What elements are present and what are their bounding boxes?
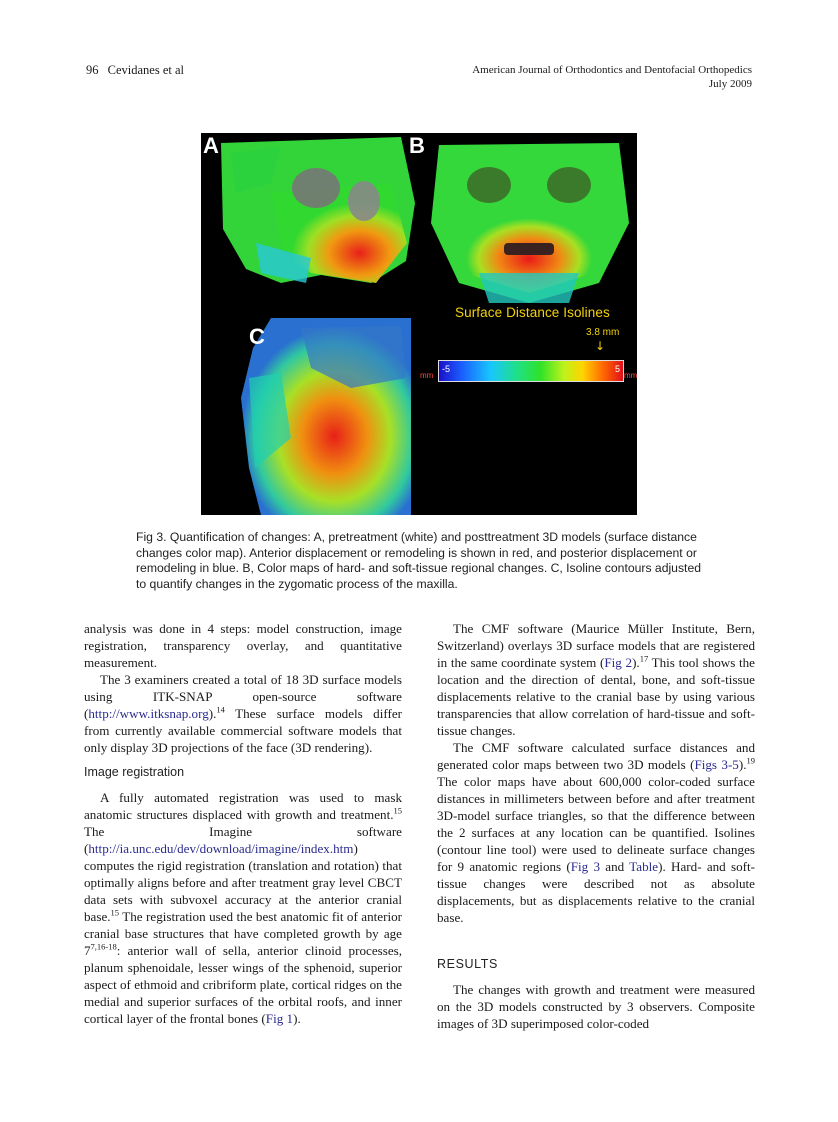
issue-date: July 2009 <box>708 78 752 90</box>
journal-name: American Journal of Orthodontics and Dentofacial Orthopedics <box>472 64 752 76</box>
table-link[interactable]: Table <box>629 859 659 874</box>
figure-caption: Fig 3. Quantification of changes: A, pretreatment (white) and posttreatment 3D models (surface distance changes color map). Anterior displacement or remodeling is shown in red, and posterior displacement or remodeling in blue. B, Color maps of hard- and soft-tissue regional changes. C, Isoline contours adjusted to quantify changes in the zygomatic process of the maxilla. <box>136 530 701 591</box>
figs-3-5-link[interactable]: Figs 3-5 <box>694 757 739 772</box>
running-header-left <box>86 63 184 78</box>
paragraph: The 3 examiners created a total of 18 3D surface models using ITK-SNAP open-source software (http://www.itksnap.org).$^{14}$ These surface models differ from currently available commercial software models that only display 3D projections of the face (3D rendering). <box>84 672 402 755</box>
section-heading-results: RESULTS <box>437 957 498 971</box>
reference-19[interactable]: 19 <box>746 755 755 766</box>
reference-15[interactable]: 15 <box>393 805 402 816</box>
fig-3-link[interactable]: Fig 3 <box>570 859 601 874</box>
scale-min-label: -5 <box>442 364 451 374</box>
panel-label-b: B <box>409 133 425 158</box>
paragraph: The CMF software calculated surface distances and generated color maps between two 3D models (Figs 3-5).$^{19}$ The color maps have about 600,000 color-coded surface distances in millimeters between before and after treatment 3D-model surface triangles, so that the difference between the 2 surfaces at any location can be quantified. Isolines (contour line tool) were used to delineate surface changes for 9 anatomic regions (Fig 3 and Table). Hard- and soft-tissue changes were described not as absolute displacements, but as displacements relative to the cranial base. <box>437 740 755 925</box>
reference-14[interactable]: 14 <box>216 704 225 715</box>
paragraph: A fully automated registration was used to mask anatomic structures displaced with growth and treatment.$^{15}$ The Imagine software (http://ia.unc.edu/dev/download/imagine/index.htm) computes the rigid registration (translation and rotation) that optimally aligns before and after treatment gray level CBCT data sets with subvoxel accuracy at the anterior cranial base.$^{15}$ The registration used the best anatomic fit of anterior cranial base structures that have completed growth by age 7$^{7,16-18}$: anterior wall of sella, anterior clinoid processes, planum sphenoidale, lesser wings of the sphenoid, superior aspect of ethmoid and cribriform plate, cortical ridges on the medial and superior surfaces of the orbital roofs, and inner cortical layer of the frontal bones (Fig 1). <box>84 790 402 1026</box>
panel-c-image <box>241 318 411 515</box>
imagine-link[interactable]: http://ia.unc.edu/dev/download/imagine/index.htm <box>88 841 354 856</box>
left-column <box>84 620 402 1027</box>
fig-2-link[interactable]: Fig 2 <box>604 655 633 670</box>
isoline-value: 3.8 mm <box>586 327 620 338</box>
page-number: 96 <box>86 63 99 77</box>
author-line: Cevidanes et al <box>107 63 184 77</box>
panel-label-a: A <box>203 133 219 158</box>
panel-label-c: C <box>249 324 265 349</box>
paragraph: analysis was done in 4 steps: model construction, image registration, transparency overlay, and quantitative measurement. <box>84 621 402 670</box>
section-heading-image-registration: Image registration <box>84 765 185 779</box>
paragraph: The CMF software (Maurice Müller Institute, Bern, Switzerland) overlays 3D surface models that are registered in the same coordinate system (Fig 2).$^{17}$ This tool shows the location and the direction of dental, bone, and soft-tissue displacements relative to the cranial base by using various transparencies that allow correlation of hard-tissue and soft-tissue changes. <box>437 621 755 738</box>
reference-7-16-18[interactable]: 7,16-18 <box>90 941 117 952</box>
panel-a-image <box>201 133 419 313</box>
running-header-right <box>472 63 752 91</box>
right-column <box>437 620 755 1032</box>
itksnap-link[interactable]: http://www.itksnap.org <box>88 706 209 721</box>
panel-b-image <box>419 133 637 313</box>
legend-title: Surface Distance Isolines <box>455 305 610 320</box>
paragraph: The changes with growth and treatment were measured on the 3D models constructed by 3 observers. Composite images of 3D superimposed color-coded <box>437 982 755 1031</box>
unit-label-left: mm <box>420 371 434 380</box>
scale-max-label: 5 <box>614 364 620 374</box>
down-arrow-icon: ↓ <box>595 339 606 353</box>
reference-17[interactable]: 17 <box>639 653 649 664</box>
color-scale-bar <box>438 360 624 382</box>
figure-3 <box>201 133 637 515</box>
fig-1-link[interactable]: Fig 1 <box>265 1011 294 1026</box>
unit-label-right: mm <box>624 371 637 380</box>
reference-15[interactable]: 15 <box>110 907 120 918</box>
